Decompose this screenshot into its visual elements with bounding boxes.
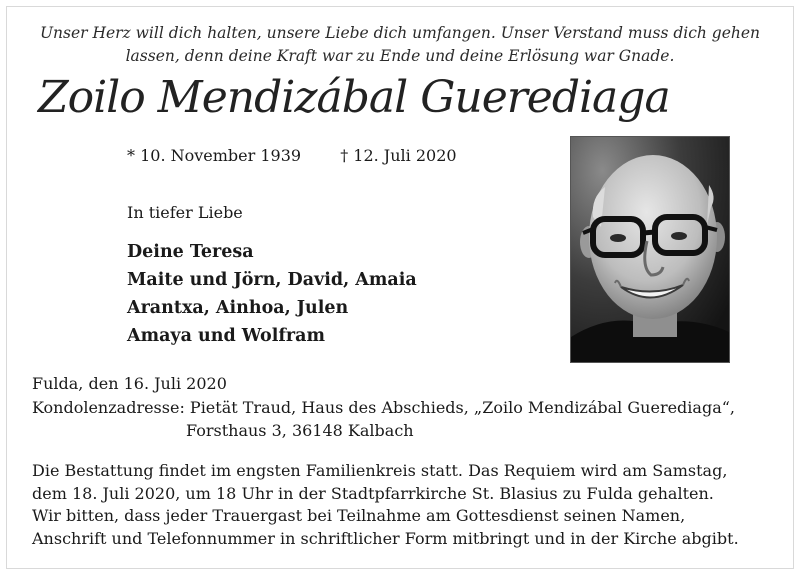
birth-date: * 10. November 1939 <box>127 146 302 165</box>
life-dates <box>127 146 457 165</box>
funeral-line: dem 18. Juli 2020, um 18 Uhr in der Stadtpfarrkirche St. Blasius zu Fulda gehalten. <box>32 483 714 503</box>
funeral-line: Wir bitten, dass jeder Trauergast bei Teilnahme am Gottesdienst seinen Namen, <box>32 506 686 525</box>
mourners-intro: In tiefer Liebe <box>127 203 243 222</box>
portrait-photo <box>571 137 729 362</box>
mourner-line: Deine Teresa <box>127 242 254 262</box>
funeral-line: Die Bestattung findet im engsten Familienkreis statt. Das Requiem wird am Samstag, <box>32 461 728 480</box>
funeral-line: Anschrift und Telefonnummer in schriftlicher Form mitbringt und in der Kirche abgibt. <box>32 528 739 548</box>
mourner-line: Arantxa, Ainhoa, Julen <box>127 298 349 318</box>
mourners-list <box>127 238 417 350</box>
condolence-address: Forsthaus 3, 36148 Kalbach <box>186 421 414 440</box>
condolence-address-label: Kondolenzadresse: Pietät Traud, Haus des Abschieds, „Zoilo Mendizábal Guerediaga“, <box>32 398 735 417</box>
mourner-line: Amaya und Wolfram <box>127 326 325 346</box>
mourner-line: Maite und Jörn, David, Amaia <box>127 270 417 290</box>
memorial-quote <box>30 22 770 68</box>
place-and-date: Fulda, den 16. Juli 2020 <box>32 374 227 393</box>
portrait-illustration <box>571 137 729 362</box>
death-date: † 12. Juli 2020 <box>340 146 457 165</box>
quote-line: lassen, denn deine Kraft war zu Ende und deine Erlösung war Gnade. <box>125 47 675 65</box>
deceased-name: Zoilo Mendizábal Guerediaga <box>38 72 670 123</box>
quote-line: Unser Herz will dich halten, unsere Liebe dich umfangen. Unser Verstand muss dich gehen <box>39 24 761 42</box>
funeral-information <box>32 460 772 550</box>
